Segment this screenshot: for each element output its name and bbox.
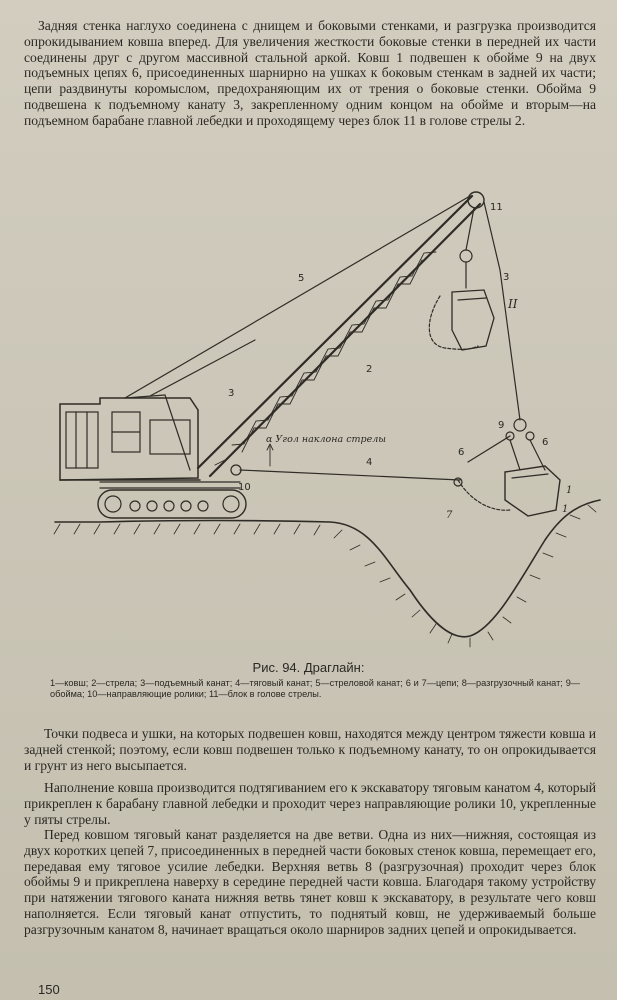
figure-caption-legend: 1—ковш; 2—стрела; 3—подъемный канат; 4—тяговый канат; 5—стреловой канат; 6 и 7—цепи; 8—разгрузочный канат; 9—обойма; 10—направляющие ролики; 11—блок в голове стрелы. — [50, 678, 580, 699]
paragraph-bucket-filling: Наполнение ковша производится подтягиванием его к экскаватору тяговым канатом 4, который прикреплен к барабану главной лебедки и проходит через направляющие ролики 10, укрепленные у пяты стрелы. — [24, 780, 596, 827]
drag-rope-4 — [240, 470, 460, 480]
crawler-track — [98, 490, 246, 518]
label-2: 2 — [366, 364, 373, 375]
label-1-upper: 1 — [566, 485, 573, 496]
figure-caption-title: Рис. 94. Драглайн: — [252, 660, 365, 675]
paragraph-bucket-construction: Задняя стенка наглухо соединена с днищем и боковыми стенками, и разгрузка производится опрокидыванием ковша вперед. Для увеличения жесткости боковые стенки в передней их части соединены друг с другом массивной стальной аркой. Ковш 1 подвешен к обойме 9 на двух подъемных цепях 6, присоединенных шарнирно на ушках к боковым стенкам в задней их части; цепи раздвинуты коромыслом, предохраняющим их от трения о боковые стенки. Обойма 9 подвешена к подъемному канату 3, закрепленному одним концом на обойме и вторым—на подъемном барабане главной лебедки и проходящему через блок 11 в голове стрелы 2. — [24, 18, 596, 128]
ground-hatching — [54, 505, 596, 647]
ground-surface — [55, 500, 600, 637]
label-3-top: 3 — [503, 272, 510, 283]
paragraph-suspension-points: Точки подвеса и ушки, на которых подвешен ковш, находятся между центром тяжести ковша и задней стенкой; поэтому, если ковш подвешен только к подъемному канату, то он опрокидывается и грунт из него высыпается. — [24, 726, 596, 773]
label-6-right: 6 — [542, 437, 549, 448]
label-4: 4 — [366, 457, 373, 468]
raised-bucket — [429, 250, 494, 350]
label-3-left: 3 — [228, 388, 235, 399]
page-number: 150 — [38, 982, 60, 997]
hoist-rope-3 — [484, 202, 520, 420]
label-6-left: 6 — [458, 447, 465, 458]
label-boom-angle: α Угол наклона стрелы — [266, 434, 387, 445]
label-1-lower: 1 — [562, 504, 569, 515]
label-10: 10 — [238, 482, 251, 493]
label-11: 11 — [490, 202, 503, 213]
boom-head-sheave — [468, 192, 484, 208]
label-5: 5 — [298, 273, 305, 284]
digging-bucket — [454, 419, 560, 516]
label-II: II — [508, 297, 518, 311]
paragraph-drag-rope-branches: Перед ковшом тяговый канат разделяется на две ветви. Одна из них—нижняя, состоящая из двух коротких цепей 7, присоединенных в передней части боковых стенок ковша, перемещает его, передавая ему тяговое усилие лебедки. Верхняя ветвь 8 (разгрузочная) проходит через блок обоймы 9 и прикреплена наверху в середине передней части ковша. Благодаря такому устройству при натяжении тягового каната нижняя ветвь тянет ковш к экскаватору, в результате чего ковш наполняется. Если тяговый канат отпустить, то поднятый ковш, не удерживаемый больше разгрузочным канатом 8, начинает вращаться около шарниров задних цепей и опрокидывается. — [24, 827, 596, 937]
label-7: 7 — [446, 510, 453, 521]
label-9: 9 — [498, 420, 505, 431]
track-rollers — [105, 496, 239, 512]
